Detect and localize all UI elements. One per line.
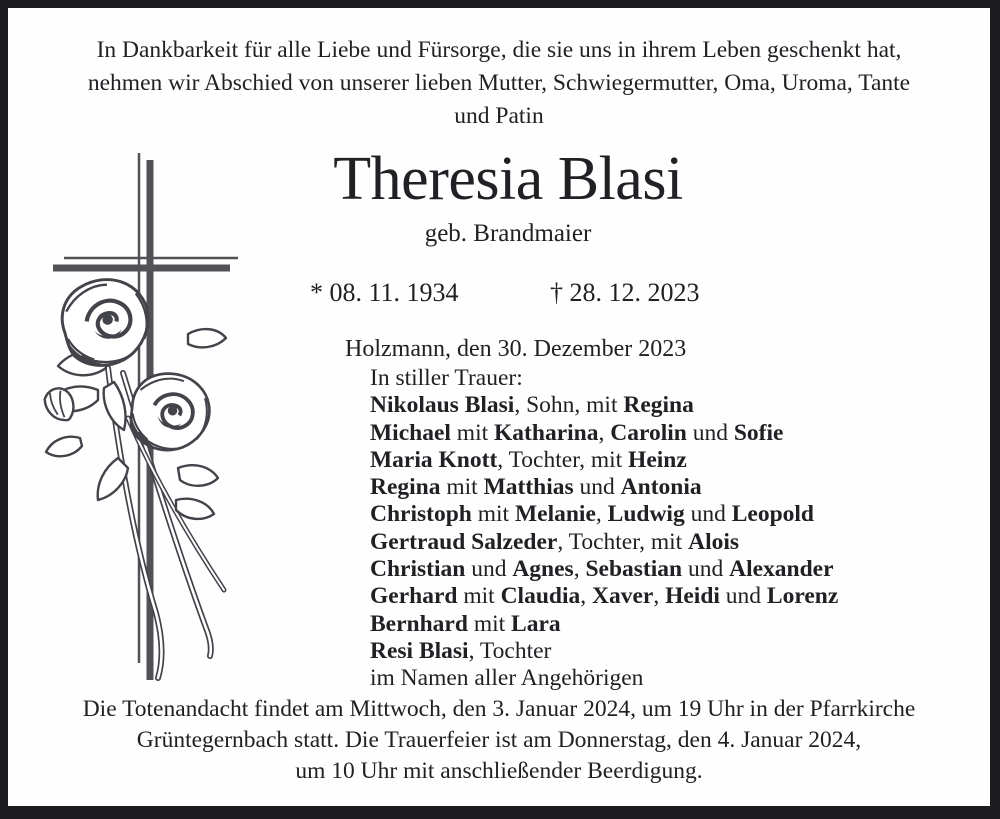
mourner-line: Christoph mit Melanie, Ludwig und Leopold	[370, 501, 814, 528]
mourners-block	[370, 365, 838, 693]
mourner-line: Regina mit Matthias und Antonia	[370, 474, 702, 501]
text-line: um 10 Uhr mit anschließender Beerdigung.	[295, 758, 703, 784]
mourner-line: Bernhard mit Lara	[370, 610, 561, 637]
deceased-name: Theresia Blasi	[333, 145, 683, 213]
intro-text	[8, 34, 990, 133]
mourner-line: Gerhard mit Claudia, Xaver, Heidi und Lorenz	[370, 583, 839, 610]
rose-icon	[123, 366, 217, 459]
place-and-date: Holzmann, den 30. Dezember 2023	[345, 336, 687, 362]
text-line: Grüntegernbach statt. Die Trauerfeier ist am Donnerstag, den 4. Januar 2024,	[136, 727, 862, 753]
mourner-line: Gertraud Salzeder, Tochter, mit Alois	[370, 528, 740, 555]
birth-date: * 08. 11. 1934	[310, 278, 459, 307]
obituary-notice	[8, 8, 990, 806]
mourner-line: im Namen aller Angehörigen	[370, 665, 644, 692]
mourner-line: Resi Blasi, Tochter	[370, 637, 552, 664]
mourners-list	[370, 392, 838, 692]
text-line: und Patin	[454, 103, 544, 129]
text-line: nehmen wir Abschied von unserer lieben Mutter, Schwiegermutter, Oma, Uroma, Tante	[87, 70, 911, 96]
cross-with-roses-illustration	[28, 138, 278, 698]
death-date: † 28. 12. 2023	[550, 278, 700, 307]
mourning-header: In stiller Trauer:	[370, 365, 523, 391]
mourner-line: Nikolaus Blasi, Sohn, mit Regina	[370, 392, 694, 419]
mourner-line: Michael mit Katharina, Carolin und Sofie	[370, 419, 784, 446]
mourner-line: Christian und Agnes, Sebastian und Alexander	[370, 556, 834, 583]
mourner-line: Maria Knott, Tochter, mit Heinz	[370, 446, 687, 473]
text-line: In Dankbarkeit für alle Liebe und Fürsorge, die sie uns in ihrem Leben geschenkt hat,	[96, 37, 902, 63]
text-line: Die Totenandacht findet am Mittwoch, den 3. Januar 2024, um 19 Uhr in der Pfarrkirche	[82, 696, 916, 722]
maiden-name: geb. Brandmaier	[424, 220, 592, 247]
funeral-info	[8, 694, 990, 787]
